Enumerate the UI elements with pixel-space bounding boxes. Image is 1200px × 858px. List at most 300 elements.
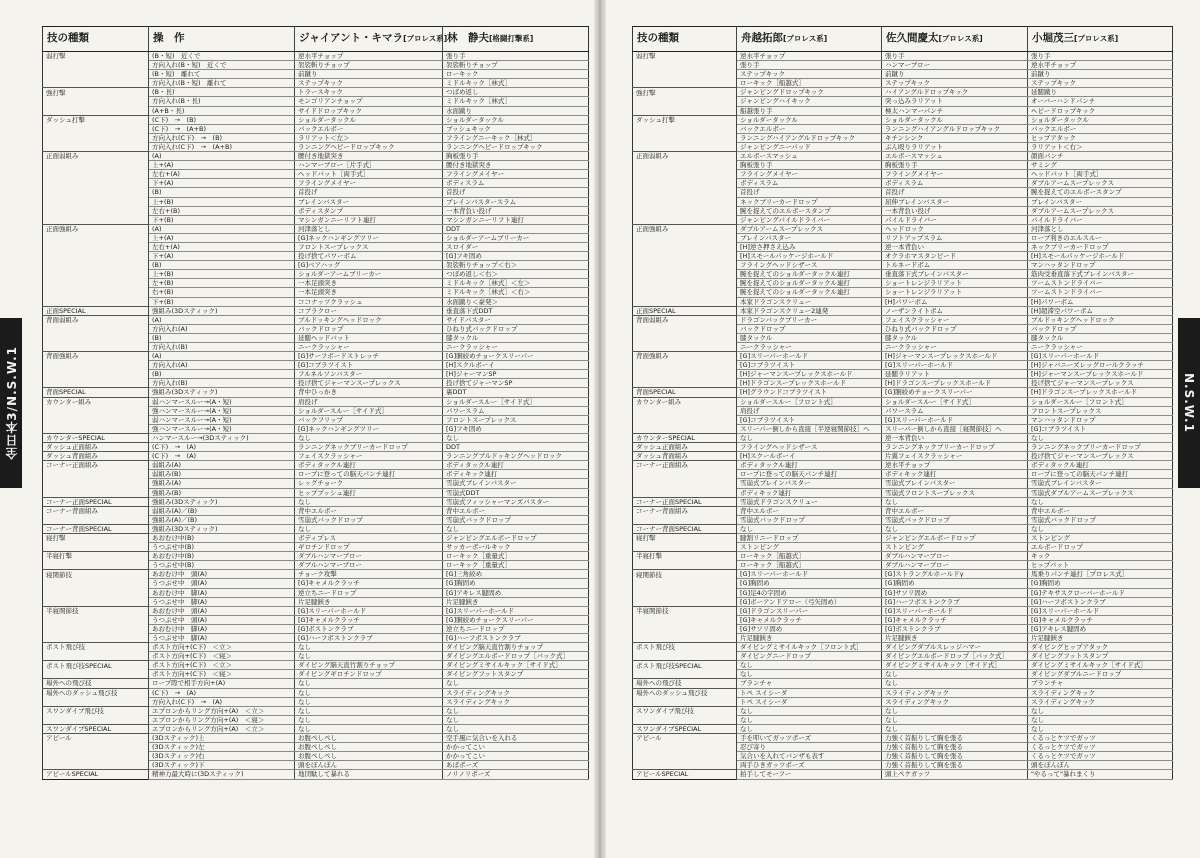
table-row: [633, 515, 1173, 524]
table-cell: [633, 479, 737, 488]
table-row: [633, 415, 1173, 424]
table-cell: 膝タックル: [443, 333, 589, 342]
table-cell: ネックブリーカードロップ: [1028, 242, 1173, 251]
table-cell: 両手ひきガッツポーズ: [737, 761, 882, 770]
table-cell: ダブルハンマーブロー: [295, 561, 443, 570]
table-row: [43, 79, 589, 88]
table-cell: レッグチョーク: [295, 479, 443, 488]
table-row: [43, 406, 589, 415]
table-cell: 半寝関節技: [43, 606, 149, 615]
table-cell: エプロンからリング方向+(A) ＜立＞: [149, 724, 295, 733]
right-column-header-label: 小堀茂三: [1032, 32, 1074, 45]
table-cell: 寝打撃: [633, 533, 737, 542]
table-row: [43, 370, 589, 379]
table-cell: なし: [295, 706, 443, 715]
table-cell: ミドルキック［林式］: [443, 79, 589, 88]
table-cell: スライディングキック: [882, 688, 1028, 697]
table-cell: (B): [149, 370, 295, 379]
table-cell: ダイビングミサイルキック［サイド式］: [882, 661, 1028, 670]
table-cell: [633, 197, 737, 206]
table-row: [633, 770, 1173, 779]
left-column-header-label: 林 静夫: [447, 32, 489, 45]
table-row: [43, 734, 589, 743]
table-row: [633, 661, 1173, 670]
table-cell: ボディキック連打: [737, 488, 882, 497]
table-cell: ジャンピングハイキック: [737, 97, 882, 106]
right-header-row: [633, 27, 1173, 52]
table-cell: [G]スリーパーホールド: [737, 352, 882, 361]
table-cell: [43, 561, 149, 570]
table-cell: コーナー正面SPECIAL: [633, 497, 737, 506]
table-row: [43, 197, 589, 206]
table-cell: 方向入れ(B・長): [149, 97, 295, 106]
table-cell: ショルダーアームブリーカー: [295, 270, 443, 279]
table-cell: スワンダイブ飛び技: [43, 706, 149, 715]
table-cell: 雪崩式ブレインバスター: [1028, 479, 1173, 488]
table-cell: ミドルキック［林式］＜左＞: [443, 279, 589, 288]
table-row: [43, 506, 589, 515]
table-row: [633, 433, 1173, 442]
table-row: [43, 152, 589, 161]
table-cell: バックドロップ: [295, 324, 443, 333]
left-table-header: [43, 27, 589, 52]
table-cell: なし: [443, 706, 589, 715]
table-cell: [H]ジャーマンSP: [443, 370, 589, 379]
table-cell: バックフリップ: [295, 415, 443, 424]
table-row: [633, 270, 1173, 279]
table-row: [43, 715, 589, 724]
table-cell: [G]胴絞めチョークスリーパー: [443, 352, 589, 361]
table-cell: サッカーボールキック: [443, 543, 589, 552]
table-cell: あばポーズ: [443, 761, 589, 770]
right-table-header: [633, 27, 1173, 52]
table-cell: ポスト方向+(C下) ＜寝＞: [149, 652, 295, 661]
table-cell: 方向入れ(B・短) 近くで: [149, 61, 295, 70]
table-cell: パワースラム: [443, 406, 589, 415]
table-cell: あおむけ中 頭(A): [149, 570, 295, 579]
table-cell: ステップキック: [1028, 79, 1173, 88]
table-cell: 弱組み(B): [149, 470, 295, 479]
table-cell: [H]ジャーマンスープレックスホールド: [737, 370, 882, 379]
table-row: [43, 233, 589, 242]
table-cell: 背面強組み: [633, 352, 737, 361]
table-row: [633, 606, 1173, 615]
table-cell: ポスト飛び技SPECIAL: [43, 661, 149, 670]
right-column-header: [882, 27, 1028, 52]
table-cell: 場外への飛び技: [43, 679, 149, 688]
table-cell: [G]アキレス腱固め: [1028, 624, 1173, 633]
table-cell: ダイビングニードロップ: [737, 652, 882, 661]
table-row: [43, 661, 589, 670]
table-cell: フライングメイヤー: [295, 179, 443, 188]
table-row: [633, 424, 1173, 433]
table-cell: 膝タックル: [1028, 333, 1173, 342]
table-cell: 左右+(A): [149, 242, 295, 251]
table-row: [43, 206, 589, 215]
table-row: [43, 579, 589, 588]
table-cell: [43, 215, 149, 224]
table-cell: [633, 743, 737, 752]
table-cell: [G]三角絞め: [443, 570, 589, 579]
table-row: [43, 324, 589, 333]
table-cell: ダブルハンマーブロー: [882, 561, 1028, 570]
table-row: [43, 461, 589, 470]
table-row: [633, 288, 1173, 297]
table-row: [633, 297, 1173, 306]
table-cell: [633, 79, 737, 88]
table-cell: フライングメイヤー: [737, 170, 882, 179]
table-row: [43, 597, 589, 606]
table-cell: ブッシュキック: [443, 124, 589, 133]
table-cell: ショルダースルー［サイド式］: [882, 397, 1028, 406]
table-row: [633, 479, 1173, 488]
table-row: [43, 106, 589, 115]
table-row: [633, 443, 1173, 452]
table-cell: ひねり式バックドロップ: [443, 324, 589, 333]
table-row: [633, 206, 1173, 215]
table-row: [633, 279, 1173, 288]
table-cell: ダイビングフットスタンプ: [443, 670, 589, 679]
table-cell: スワンダイブSPECIAL: [633, 724, 737, 733]
table-cell: ストンピング: [737, 543, 882, 552]
table-cell: [43, 188, 149, 197]
table-cell: [43, 333, 149, 342]
table-row: [633, 624, 1173, 633]
table-cell: 左+(B): [149, 279, 295, 288]
table-row: [43, 133, 589, 142]
left-column-header: [43, 27, 149, 52]
table-cell: (B・短) 離れて: [149, 70, 295, 79]
table-cell: 頭をぽんぽん: [1028, 761, 1173, 770]
table-cell: かかってこい: [443, 743, 589, 752]
table-cell: なし: [295, 497, 443, 506]
table-row: [633, 252, 1173, 261]
left-column-header: [295, 27, 448, 52]
table-row: [633, 361, 1173, 370]
table-cell: ショルダースルー［フロント式］: [737, 397, 882, 406]
table-cell: 背面弱組み: [43, 315, 149, 324]
table-cell: ポスト飛び技SPECIAL: [633, 661, 737, 670]
table-cell: ボディタックル連打: [737, 461, 882, 470]
table-cell: [43, 288, 149, 297]
table-cell: [G]ハーフボストンクラブ: [295, 634, 443, 643]
table-row: [633, 106, 1173, 115]
table-cell: [43, 470, 149, 479]
table-cell: 片足腱鋏き: [737, 634, 882, 643]
table-cell: 一本足頭突き: [295, 288, 443, 297]
table-cell: DDT: [443, 224, 589, 233]
table-cell: ショルダースルー［フロント式］: [1028, 397, 1173, 406]
table-cell: フロントスープレックス: [295, 242, 443, 251]
table-cell: [633, 70, 737, 79]
table-cell: ランニングヘビードロップキック: [443, 142, 589, 151]
table-cell: [43, 515, 149, 524]
table-cell: トペ スイシーダ: [737, 697, 882, 706]
table-cell: 弱ハンマースルー→(A・短): [149, 415, 295, 424]
table-cell: 雪崩式フロントスープレックス: [882, 488, 1028, 497]
table-cell: [633, 252, 737, 261]
table-cell: コーナー背面SPECIAL: [633, 524, 737, 533]
table-cell: 気合いを入れてバンザも表す: [737, 752, 882, 761]
table-cell: [43, 588, 149, 597]
table-cell: あおむけ中 脚(A): [149, 624, 295, 633]
table-cell: なし: [737, 670, 882, 679]
table-cell: 片足腱鋏き: [1028, 634, 1173, 643]
table-cell: [43, 415, 149, 424]
table-cell: 半寝打撃: [43, 552, 149, 561]
table-cell: [43, 270, 149, 279]
table-cell: 力強く首振りして胸を張る: [882, 752, 1028, 761]
table-cell: (C下) → (A): [149, 688, 295, 697]
table-cell: 片翼フェイスクラッシャー: [882, 452, 1028, 461]
table-cell: なし: [882, 524, 1028, 533]
table-cell: ダイビングミサイルキック［サイド式］: [1028, 661, 1173, 670]
left-column-header: [149, 27, 295, 52]
table-cell: ダッシュ打撃: [633, 115, 737, 124]
table-row: [633, 397, 1173, 406]
table-row: [43, 470, 589, 479]
table-row: [43, 452, 589, 461]
table-row: [633, 70, 1173, 79]
table-cell: ショルダースルー［サイド式］: [443, 397, 589, 406]
table-cell: [633, 215, 737, 224]
table-row: [43, 297, 589, 306]
table-cell: ネックブリーカードロップ: [737, 197, 882, 206]
table-cell: 逆水平チョップ: [882, 461, 1028, 470]
table-cell: [G]ネックハンギングツリー: [295, 424, 443, 433]
table-cell: ラリアット＜左＞: [295, 133, 443, 142]
table-cell: エルボードロップ: [1028, 543, 1173, 552]
table-cell: ストンピング: [882, 543, 1028, 552]
left-header-row: [43, 27, 589, 52]
table-row: [43, 70, 589, 79]
table-cell: [H]ジャーマンスープレックスホールド: [1028, 370, 1173, 379]
table-row: [633, 461, 1173, 470]
left-column-header-label: 技の種類: [47, 32, 89, 45]
table-cell: 場外へのダッシュ飛び技: [633, 688, 737, 697]
table-cell: ダイビングミサイルキック［フロント式］: [737, 643, 882, 652]
table-cell: [G]フキ固め: [443, 252, 589, 261]
table-cell: 左右+(B): [149, 206, 295, 215]
right-column-header-style: [プロレス系]: [1074, 34, 1119, 44]
table-cell: コブラクロー: [295, 306, 443, 315]
table-cell: アピールSPECIAL: [43, 770, 149, 779]
table-cell: ハイアングルドロップキック: [882, 88, 1028, 97]
table-cell: [43, 697, 149, 706]
table-cell: ボディスラム: [882, 179, 1028, 188]
table-cell: ノリノリポーズ: [443, 770, 589, 779]
table-cell: フライングメイヤー: [882, 170, 1028, 179]
table-cell: ショートレンジラリアット: [882, 279, 1028, 288]
table-cell: アピール: [633, 734, 737, 743]
table-cell: ポスト方向+(C下) ＜立＞: [149, 643, 295, 652]
table-cell: 首投げ: [882, 188, 1028, 197]
table-cell: 首投げ: [737, 188, 882, 197]
table-cell: (3Dスティック)左: [149, 743, 295, 752]
table-cell: なし: [1028, 497, 1173, 506]
table-cell: [633, 170, 737, 179]
table-cell: くるっとケツでガッツ: [1028, 752, 1173, 761]
right-column-header-style: [プロレス系]: [938, 34, 983, 44]
table-cell: [G]サーフボードストレッチ: [295, 352, 443, 361]
table-row: [633, 88, 1173, 97]
table-cell: ダイビングフットスタンプ: [1028, 652, 1173, 661]
table-cell: うつぶせ中(B): [149, 543, 295, 552]
table-cell: 正面強組み: [633, 224, 737, 233]
table-cell: フライングヘッドシザース: [737, 443, 882, 452]
table-cell: (C下) → (A): [149, 452, 295, 461]
table-cell: [633, 97, 737, 106]
table-cell: [633, 124, 737, 133]
table-cell: スワンダイブ飛び技: [633, 706, 737, 715]
table-row: [43, 443, 589, 452]
table-cell: ロープに登っての脳天パンチ連打: [1028, 470, 1173, 479]
table-cell: ステップキック: [737, 70, 882, 79]
table-cell: オーバーハンドパンチ: [1028, 97, 1173, 106]
table-cell: 延髄蹴り: [1028, 88, 1173, 97]
table-cell: 船越張り手: [737, 106, 882, 115]
table-row: [43, 424, 589, 433]
table-cell: コーナー背面組み: [43, 506, 149, 515]
table-cell: [633, 106, 737, 115]
table-cell: なし: [443, 524, 589, 533]
table-cell: フライングニーキック［林式］: [443, 133, 589, 142]
table-cell: ダイビングダブルスレッジハマー: [882, 643, 1028, 652]
table-cell: ダイビング脳天直竹割りチョップ: [443, 643, 589, 652]
table-cell: [43, 761, 149, 770]
table-cell: [G]スリーパーホールド: [882, 606, 1028, 615]
table-cell: (A+B・長): [149, 106, 295, 115]
table-cell: なし: [1028, 706, 1173, 715]
table-cell: エルボースマッシュ: [882, 152, 1028, 161]
table-cell: エプロンからリング方向+(A) ＜寝＞: [149, 715, 295, 724]
table-cell: 雪崩式バックドロップ: [1028, 515, 1173, 524]
table-cell: [H]ジャーマンスープレックスホールド: [882, 352, 1028, 361]
table-cell: [633, 133, 737, 142]
table-cell: [G]胸固め: [737, 579, 882, 588]
table-row: [633, 152, 1173, 161]
table-cell: 場外への飛び技: [633, 679, 737, 688]
table-row: [633, 352, 1173, 361]
table-cell: モンゴリアンチョップ: [295, 97, 443, 106]
table-cell: 半寝打撃: [633, 552, 737, 561]
table-cell: アピールSPECIAL: [633, 770, 737, 779]
table-cell: ショルダータックル: [443, 115, 589, 124]
table-row: [43, 679, 589, 688]
table-cell: 正面SPECIAL: [633, 306, 737, 315]
table-row: [633, 743, 1173, 752]
table-row: [43, 524, 589, 533]
table-cell: [43, 424, 149, 433]
table-cell: 雪崩式ブレインバスター: [443, 479, 589, 488]
table-cell: [G]コブラツイスト: [737, 415, 882, 424]
table-cell: ハンマーブロー［片手式］: [295, 161, 443, 170]
table-cell: ボディプレス: [295, 533, 443, 542]
table-cell: [43, 370, 149, 379]
right-side-label: N.S.W.1: [1182, 373, 1196, 433]
table-cell: [43, 242, 149, 251]
table-row: [633, 179, 1173, 188]
left-column-header-style: [格闘打撃系]: [489, 34, 534, 44]
table-cell: ダッシュ打撃: [43, 115, 149, 124]
table-cell: 延髄ラリアット: [882, 370, 1028, 379]
table-cell: 袈裟斬りチョップ: [443, 61, 589, 70]
table-cell: 方向入れ(C下) → (A+B): [149, 142, 295, 151]
table-cell: (3Dスティック)下: [149, 761, 295, 770]
table-cell: [G]スリーパーホールド: [882, 415, 1028, 424]
table-cell: 弱組み(A)／(B): [149, 506, 295, 515]
table-cell: 一本足頭突き: [295, 279, 443, 288]
table-cell: 弱打撃: [43, 52, 149, 61]
table-cell: [43, 406, 149, 415]
table-cell: お腹ぺしぺし: [295, 743, 443, 752]
table-cell: ハンマーブロー: [882, 61, 1028, 70]
table-cell: (B): [149, 188, 295, 197]
table-cell: "やるって"暴れまくり: [1028, 770, 1173, 779]
table-cell: ダッシュ背面組み: [633, 452, 737, 461]
table-cell: 上+(A): [149, 233, 295, 242]
table-cell: 寝打撃: [43, 533, 149, 542]
table-cell: 正面弱組み: [633, 152, 737, 161]
table-cell: (3Dスティック)右: [149, 752, 295, 761]
table-cell: 強ハンマースルー→(A・短): [149, 424, 295, 433]
table-cell: うつぶせ中 脚(A): [149, 634, 295, 643]
table-cell: [633, 597, 737, 606]
table-cell: お腹ぺしぺし: [295, 734, 443, 743]
table-cell: 片足腱鋏き: [295, 597, 443, 606]
table-cell: 下+(B): [149, 297, 295, 306]
table-cell: ボディタックル連打: [295, 461, 443, 470]
table-cell: [43, 170, 149, 179]
table-cell: ぶん殴りラリアット: [882, 142, 1028, 151]
table-cell: マンハッタンドロップ: [1028, 415, 1173, 424]
table-cell: 袈裟斬りチョップ: [295, 61, 443, 70]
table-cell: 逆立ちニードロップ: [295, 588, 443, 597]
table-cell: 上+(B): [149, 270, 295, 279]
table-cell: 張り手: [1028, 52, 1173, 61]
table-cell: ツームストンドライバー: [1028, 279, 1173, 288]
table-cell: 力強く首振りして胸を張る: [882, 734, 1028, 743]
table-cell: [633, 297, 737, 306]
table-cell: [H]逆さ押さえ込み: [737, 242, 882, 251]
table-cell: [633, 261, 737, 270]
table-cell: なし: [443, 679, 589, 688]
table-row: [633, 634, 1173, 643]
table-row: [43, 479, 589, 488]
table-row: [43, 588, 589, 597]
table-cell: 正面SPECIAL: [43, 306, 149, 315]
table-row: [43, 397, 589, 406]
table-cell: [633, 488, 737, 497]
table-cell: [43, 252, 149, 261]
table-cell: ブランチャ: [1028, 679, 1173, 688]
table-cell: ヒップバット: [1028, 561, 1173, 570]
table-cell: 方向入れ(A): [149, 361, 295, 370]
left-page: [0, 0, 598, 858]
table-cell: [43, 652, 149, 661]
table-cell: [G]キャメルクラッチ: [882, 615, 1028, 624]
table-cell: [G]胴絞めチョークスリーパー: [882, 388, 1028, 397]
table-cell: ランニングネックブリーカードロップ: [1028, 443, 1173, 452]
table-row: [43, 361, 589, 370]
table-row: [43, 333, 589, 342]
table-cell: [G]フキ固め: [443, 424, 589, 433]
right-side-tab: [1178, 318, 1200, 488]
table-row: [43, 488, 589, 497]
table-cell: ダイビングギロチンドロップ: [295, 670, 443, 679]
table-cell: 垂直落下式DDT: [443, 306, 589, 315]
table-cell: [H]超滞空パワーボム: [1028, 306, 1173, 315]
